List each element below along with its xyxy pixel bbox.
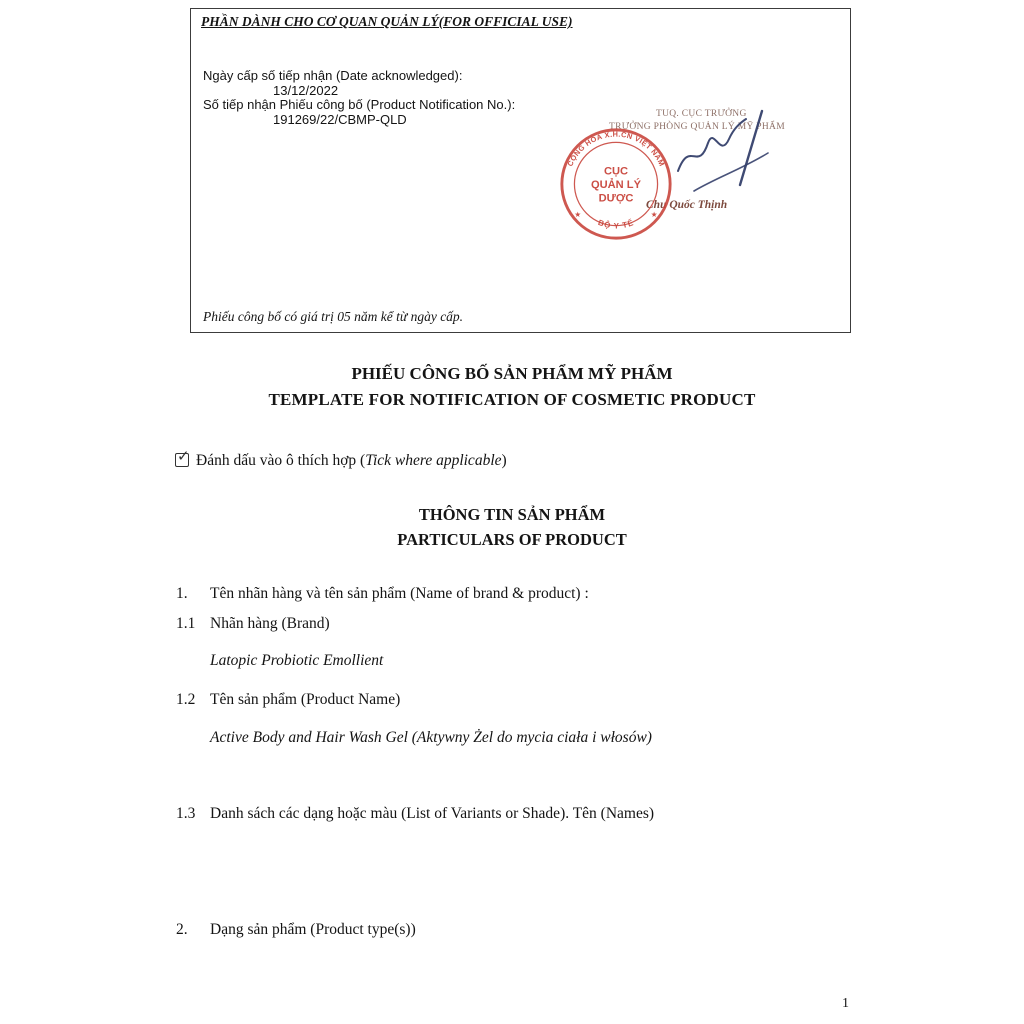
notification-no-label: Số tiếp nhận Phiếu công bố (Product Notification No.): (203, 97, 516, 112)
check-mark-icon: ✓ (177, 447, 190, 465)
item-text: Tên nhãn hàng và tên sản phẩm (Name of brand & product) : (210, 585, 589, 602)
stamp-arc-top-text: CỘNG HÒA X.H.CN VIỆT NAM (565, 129, 667, 168)
item-number: 1. (176, 585, 188, 602)
form-item-1-1 (176, 615, 330, 633)
notification-no-value: 191269/22/CBMP-QLD (273, 112, 407, 127)
stamp-arc-bottom-text: BỘ Y TẾ (596, 217, 636, 231)
signatory-title-line2: TRƯỞNG PHÒNG QUẢN LÝ MỸ PHẨM (609, 122, 785, 132)
stamp-center-line3: DƯỢC (598, 192, 634, 205)
item-text: Dạng sản phẩm (Product type(s)) (210, 921, 416, 938)
tick-note-prefix: Đánh dấu vào ô thích hợp ( (196, 452, 366, 469)
stamp-star-left-icon: ★ (574, 209, 582, 219)
form-item-1 (176, 585, 589, 603)
signature-scribble-icon (666, 101, 791, 213)
form-item-1-3 (176, 805, 654, 823)
document-title-vi: PHIẾU CÔNG BỐ SẢN PHẨM MỸ PHẨM (351, 364, 673, 383)
document-title-en: TEMPLATE FOR NOTIFICATION OF COSMETIC PRODUCT (268, 390, 756, 409)
item-text: Tên sản phẩm (Product Name) (210, 691, 401, 708)
date-acknowledged-label: Ngày cấp số tiếp nhận (Date acknowledged): (203, 68, 463, 83)
tick-note-suffix: ) (501, 452, 507, 469)
signatory-name: Chu Quốc Thịnh (646, 199, 728, 211)
tick-note (175, 447, 507, 470)
item-number: 1.1 (176, 615, 196, 632)
item-number: 1.2 (176, 691, 196, 708)
official-use-box (190, 8, 851, 333)
section-title-vi: THÔNG TIN SẢN PHẨM (418, 505, 606, 524)
item-text: Nhãn hàng (Brand) (210, 615, 330, 632)
section-title-en: PARTICULARS OF PRODUCT (397, 530, 627, 549)
product-name-value: Active Body and Hair Wash Gel (Aktywny Żel do mycia ciała i włosów) (210, 729, 652, 746)
form-item-2 (176, 921, 416, 939)
official-red-stamp-icon (558, 126, 674, 242)
stamp-star-right-icon: ★ (650, 209, 658, 219)
stamp-center-line2: QUẢN LÝ (591, 178, 641, 191)
item-number: 2. (176, 921, 188, 938)
item-number: 1.3 (176, 805, 196, 822)
signatory-title-line1: TUQ. CỤC TRƯỞNG (656, 109, 747, 119)
item-text: Danh sách các dạng hoặc màu (List of Variants or Shade). Tên (Names) (210, 805, 655, 822)
official-box-title: PHẦN DÀNH CHO CƠ QUAN QUẢN LÝ(FOR OFFICIAL USE) (201, 14, 573, 29)
date-acknowledged-value: 13/12/2022 (273, 83, 339, 98)
validity-note: Phiếu công bố có giá trị 05 năm kể từ ngày cấp. (203, 309, 464, 324)
form-item-1-2 (176, 691, 400, 709)
tick-note-italic: Tick where applicable (365, 452, 502, 469)
brand-value: Latopic Probiotic Emollient (210, 652, 384, 669)
stamp-center-line1: CỤC (603, 165, 629, 178)
page-number: 1 (842, 996, 849, 1011)
checkbox-icon (175, 447, 190, 467)
